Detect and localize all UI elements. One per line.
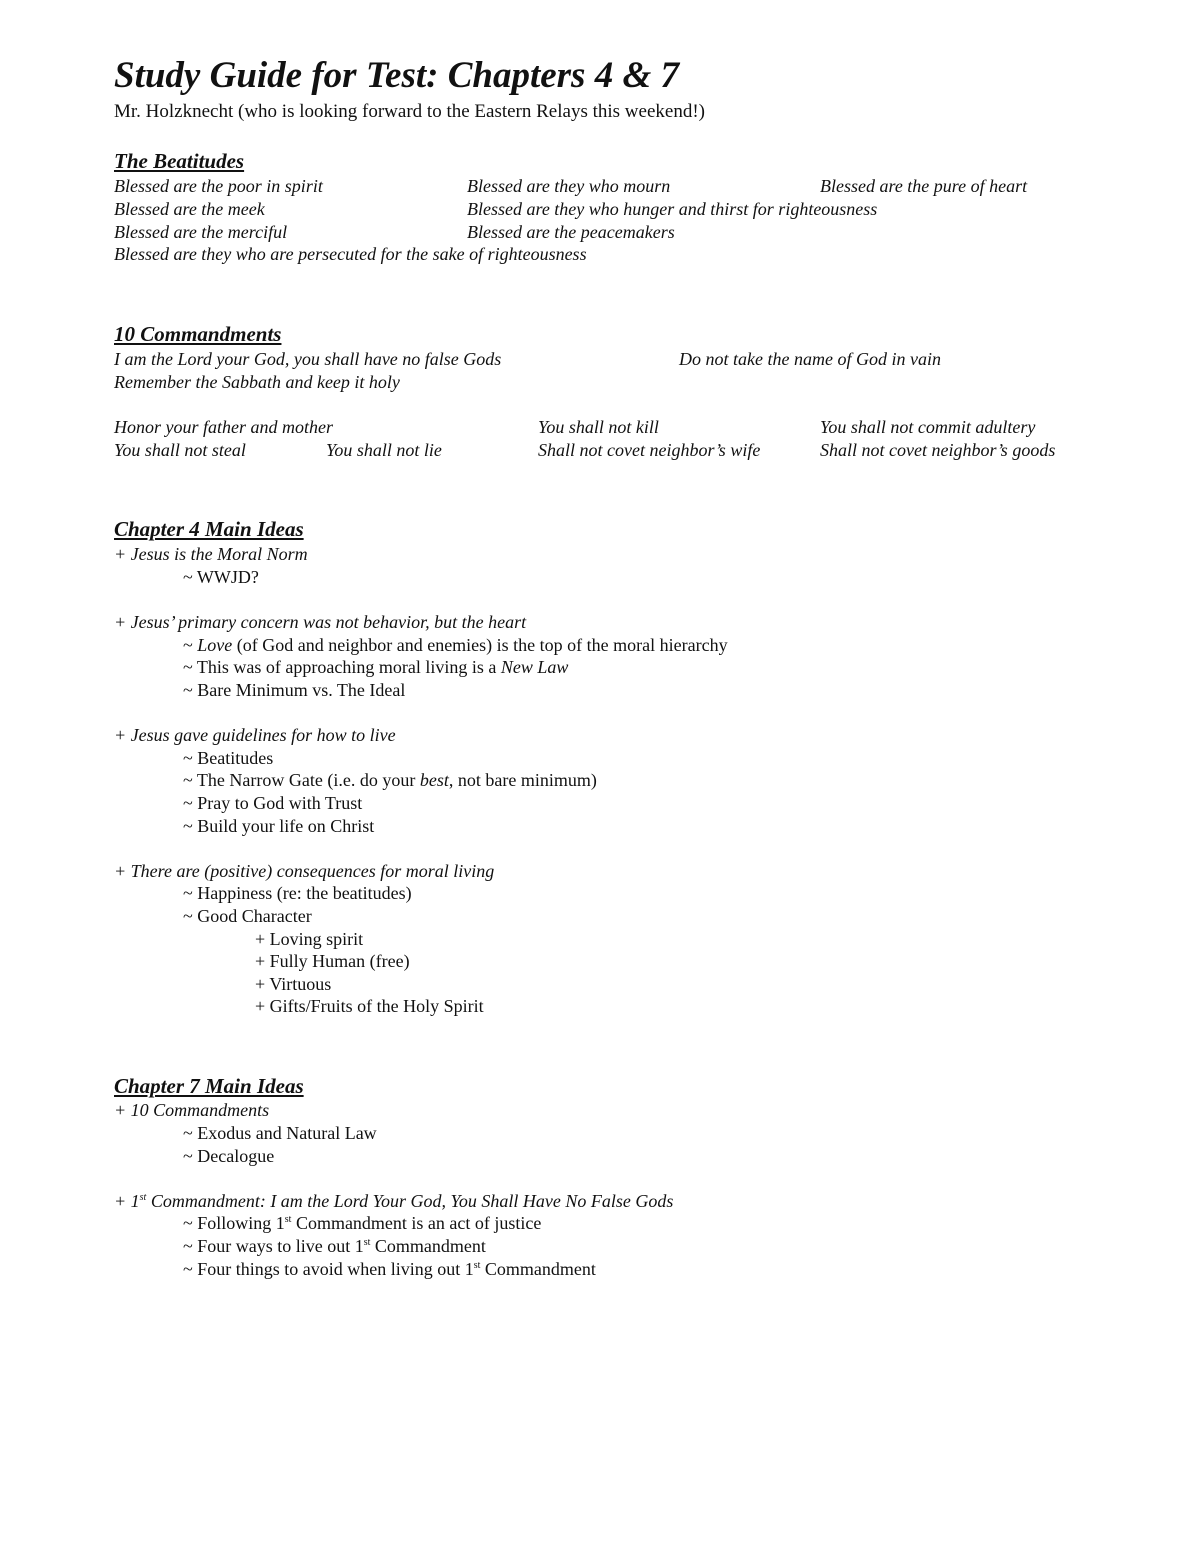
chapter4-subpoint: ~ Build your life on Christ: [183, 816, 375, 836]
beatitudes-heading: The Beatitudes: [114, 149, 245, 173]
chapter4-subsubpoint: + Loving spirit: [255, 929, 364, 949]
chapter4-subpoint: ~ Bare Minimum vs. The Ideal: [183, 680, 406, 700]
chapter4-point: + Jesus gave guidelines for how to live: [114, 725, 396, 745]
chapter7-subpoint: ~ Four ways to live out 1st Commandment: [183, 1236, 486, 1256]
commandments-heading: 10 Commandments: [114, 322, 282, 346]
commandment-item: You shall not steal: [114, 440, 246, 460]
chapter7-subpoint: ~ Exodus and Natural Law: [183, 1123, 377, 1143]
commandment-item: Honor your father and mother: [114, 417, 333, 437]
chapter4-subpoint: ~ Good Character: [183, 906, 312, 926]
chapter7-subpoint: ~ Following 1st Commandment is an act of justice: [183, 1213, 542, 1233]
commandment-item: Shall not covet neighbor’s goods: [820, 440, 1056, 460]
commandment-item: You shall not lie: [326, 440, 442, 460]
page-subtitle: Mr. Holzknecht (who is looking forward to the Eastern Relays this weekend!): [114, 101, 705, 122]
chapter4-subpoint: ~ Happiness (re: the beatitudes): [183, 883, 412, 903]
commandment-item: I am the Lord your God, you shall have no false Gods: [114, 349, 502, 369]
chapter7-point: + 10 Commandments: [114, 1100, 270, 1120]
commandment-item: Remember the Sabbath and keep it holy: [114, 372, 400, 392]
chapter4-subpoint: ~ WWJD?: [183, 567, 259, 587]
beatitude-item: Blessed are the poor in spirit: [114, 176, 323, 196]
beatitude-item: Blessed are the pure of heart: [820, 176, 1028, 196]
chapter4-point: + Jesus’ primary concern was not behavior, but the heart: [114, 612, 527, 632]
chapter4-subpoint: ~ This was of approaching moral living is a New Law: [183, 657, 569, 677]
beatitude-item: Blessed are they who are persecuted for the sake of righteousness: [114, 244, 587, 264]
chapter4-subpoint: ~ Love (of God and neighbor and enemies) is the top of the moral hierarchy: [183, 635, 728, 655]
chapter4-subsubpoint: + Gifts/Fruits of the Holy Spirit: [255, 996, 484, 1016]
beatitude-item: Blessed are the peacemakers: [467, 222, 675, 242]
chapter7-heading: Chapter 7 Main Ideas: [114, 1074, 304, 1098]
chapter7-subpoint: ~ Decalogue: [183, 1146, 275, 1166]
chapter4-subsubpoint: + Fully Human (free): [255, 951, 410, 971]
page-title: Study Guide for Test: Chapters 4 & 7: [114, 55, 679, 96]
chapter4-point: + Jesus is the Moral Norm: [114, 544, 308, 564]
chapter4-subpoint: ~ Beatitudes: [183, 748, 274, 768]
chapter7-point: + 1st Commandment: I am the Lord Your God, You Shall Have No False Gods: [114, 1191, 674, 1211]
beatitude-item: Blessed are they who hunger and thirst for righteousness: [467, 199, 878, 219]
chapter4-point: + There are (positive) consequences for moral living: [114, 861, 495, 881]
chapter4-subpoint: ~ Pray to God with Trust: [183, 793, 363, 813]
chapter7-subpoint: ~ Four things to avoid when living out 1st Commandment: [183, 1259, 596, 1279]
beatitude-item: Blessed are the meek: [114, 199, 265, 219]
commandment-item: You shall not commit adultery: [820, 417, 1036, 437]
commandment-item: Shall not covet neighbor’s wife: [538, 440, 761, 460]
commandment-item: You shall not kill: [538, 417, 659, 437]
chapter4-subpoint: ~ The Narrow Gate (i.e. do your best, not bare minimum): [183, 770, 597, 790]
beatitude-item: Blessed are they who mourn: [467, 176, 671, 196]
chapter4-heading: Chapter 4 Main Ideas: [114, 517, 304, 541]
beatitude-item: Blessed are the merciful: [114, 222, 288, 242]
chapter4-subsubpoint: + Virtuous: [255, 974, 332, 994]
commandment-item: Do not take the name of God in vain: [679, 349, 941, 369]
